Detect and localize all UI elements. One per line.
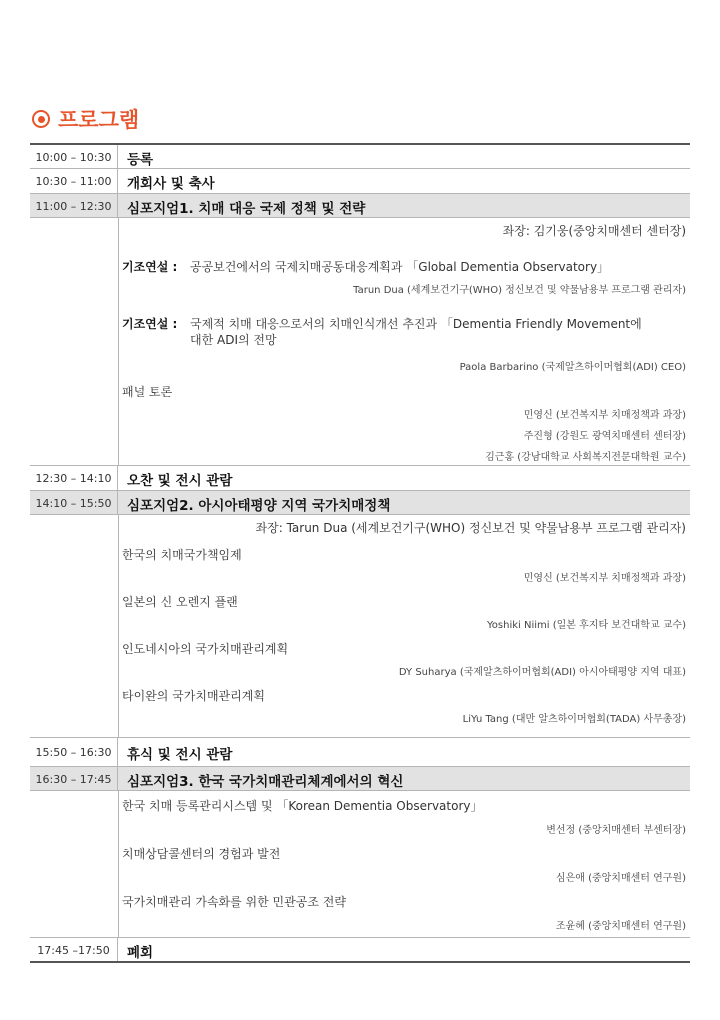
chair-text: 좌장: Tarun Dua (세계보건기구(WHO) 정신보건 및 약물남용부 프로그램 관리자) (255, 521, 686, 535)
symposium-2-detail (30, 514, 690, 737)
panelist-text: 민영신 (보건복지부 치매정책과 과장) (523, 410, 686, 421)
keynote-label: 기조연설 : (122, 317, 178, 331)
talk-title: 한국 치매 등록관리시스템 및 「Korean Dementia Observatory」 (122, 799, 483, 813)
speaker-text: 민영신 (보건복지부 치매정책과 과장) (523, 573, 686, 584)
schedule-row-symposium-2 (30, 490, 690, 514)
session-name: 심포지엄1. 치매 대응 국제 정책 및 전략 (127, 201, 366, 217)
speaker-text: LiYu Tang (대만 알츠하이머협회(TADA) 사무총장) (462, 714, 686, 725)
time-cell: 15:50 – 16:30 (30, 738, 118, 766)
time-cell: 10:30 – 11:00 (30, 169, 118, 193)
symposium-3-detail (30, 790, 690, 937)
chair-text: 좌장: 김기웅(중앙치매센터 센터장) (502, 224, 686, 238)
keynote-title: 국제적 치매 대응으로서의 치매인식개선 추진과 「Dementia Friendly Movement에 (190, 317, 642, 331)
talk-title: 국가치매관리 가속화를 위한 민관공조 전략 (122, 895, 346, 909)
session-name: 휴식 및 전시 관람 (127, 747, 233, 763)
symposium-1-detail (30, 217, 690, 465)
schedule-row (30, 168, 690, 193)
talk-title: 일본의 신 오렌지 플랜 (122, 595, 238, 609)
session-name: 심포지엄2. 아시아태평양 지역 국가치매정책 (127, 498, 391, 514)
talk-title: 타이완의 국가치매관리계획 (122, 689, 265, 703)
speaker-text: DY Suharya (국제알츠하이머협회(ADI) 아시아태평양 지역 대표) (398, 667, 686, 678)
time-cell: 16:30 – 17:45 (30, 767, 118, 790)
target-bullet-icon (32, 110, 50, 128)
schedule-row (30, 143, 690, 168)
table-bottom-rule (30, 961, 690, 963)
time-cell: 12:30 – 14:10 (30, 466, 118, 490)
schedule-row-symposium-1 (30, 193, 690, 217)
time-cell: 17:45 –17:50 (30, 938, 118, 961)
keynote-label: 기조연설 : (122, 260, 178, 274)
schedule-row-symposium-3 (30, 766, 690, 790)
speaker-text: Yoshiki Niimi (일본 후지타 보건대학교 교수) (487, 620, 686, 631)
session-name: 오찬 및 전시 관람 (127, 473, 233, 489)
schedule-row (30, 465, 690, 490)
keynote-title-cont: 대한 ADI의 전망 (190, 333, 277, 347)
session-name: 등록 (127, 152, 154, 168)
keynote-title: 공공보건에서의 국제치매공동대응계획과 「Global Dementia Observatory」 (190, 260, 610, 274)
talk-title: 인도네시아의 국가치매관리계획 (122, 642, 289, 656)
speaker-text: Paola Barbarino (국제알츠하이머협회(ADI) CEO) (459, 362, 686, 373)
time-cell: 11:00 – 12:30 (30, 194, 118, 217)
schedule-row (30, 937, 690, 961)
session-name: 폐회 (127, 945, 154, 961)
speaker-text: 심은애 (중앙치매센터 연구원) (555, 873, 686, 884)
program-title (32, 104, 139, 134)
talk-title: 치매상담콜센터의 경험과 발전 (122, 847, 281, 861)
speaker-text: 변선정 (중앙치매센터 부센터장) (546, 825, 686, 836)
panel-label: 패널 토론 (122, 385, 173, 399)
schedule-row (30, 737, 690, 766)
session-name: 심포지엄3. 한국 국가치매관리체계에서의 혁신 (127, 774, 404, 790)
panelist-text: 주진형 (강원도 광역치매센터 센터장) (523, 431, 686, 442)
time-cell: 14:10 – 15:50 (30, 491, 118, 514)
program-title-text: 프로그램 (58, 108, 140, 132)
talk-title: 한국의 치매국가책임제 (122, 548, 242, 562)
session-name: 개회사 및 축사 (127, 176, 215, 192)
time-cell: 10:00 – 10:30 (30, 145, 118, 168)
speaker-text: Tarun Dua (세계보건기구(WHO) 정신보건 및 약물남용부 프로그램 관리자) (353, 285, 686, 296)
speaker-text: 조윤혜 (중앙치매센터 연구원) (555, 921, 686, 932)
panelist-text: 김근홍 (강남대학교 사회복지전문대학원 교수) (485, 452, 686, 463)
